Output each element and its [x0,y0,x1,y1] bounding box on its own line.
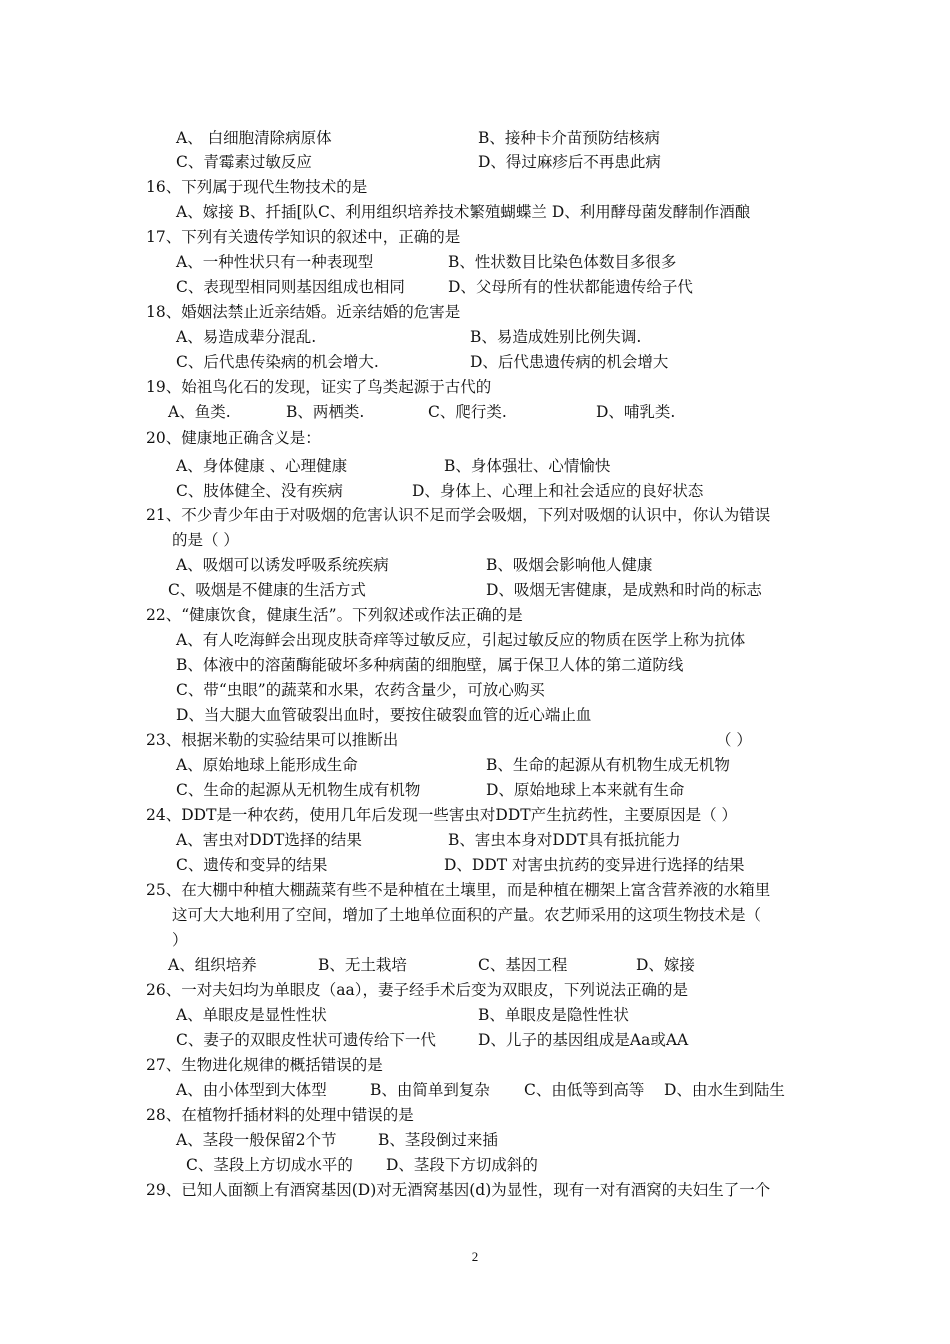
option-text: A、 白细胞清除病原体 [176,129,332,147]
option-text: B、身体强壮、心情愉快 [444,457,611,475]
option-text: B、生命的起源从有机物生成无机物 [486,756,730,774]
option-text: C、表现型相同则基因组成也相同 [176,278,405,296]
option-text: D、由水生到陆生 [664,1081,785,1099]
option-text: A、鱼类. [168,403,231,421]
option-text: D、儿子的基因组成是Aa或AA [478,1031,689,1049]
question-text: 26、一对夫妇均为单眼皮（aa），妻子经手术后变为双眼皮，下列说法正确的是 [146,981,688,999]
option-text: C、带“虫眼”的蔬菜和水果，农药含量少，可放心购买 [176,681,545,699]
option-text: A、组织培养 [168,956,257,974]
option-text: C、生命的起源从无机物生成有机物 [176,781,421,799]
page-number: 2 [471,1249,479,1264]
option-text: 这可大大地利用了空间，增加了土地单位面积的产量。农艺师采用的这项生物技术是（ [172,906,762,924]
option-text: D、身体上、心理上和社会适应的良好状态 [412,482,704,500]
question-text: 28、在植物扦插材料的处理中错误的是 [146,1106,414,1124]
option-text: A、嫁接 B、扦插[队C、利用组织培养技术繁殖蝴蝶兰 D、利用酵母菌发酵制作酒酿 [176,203,751,221]
option-text: B、茎段倒过来插 [378,1131,498,1149]
option-text: A、吸烟可以诱发呼吸系统疾病 [176,556,389,574]
question-text: 22、“健康饮食，健康生活”。下列叙述或作法正确的是 [146,606,523,624]
option-text: C、爬行类. [428,403,507,421]
option-text: A、茎段一般保留2个节 [176,1131,337,1149]
option-text: C、由低等到高等 [524,1081,645,1099]
option-text: D、原始地球上本来就有生命 [486,781,685,799]
option-text: C、妻子的双眼皮性状可遗传给下一代 [176,1031,436,1049]
option-text: B、由简单到复杂 [370,1081,490,1099]
question-text: 16、下列属于现代生物技术的是 [146,178,368,196]
question-text: 21、不少青少年由于对吸烟的危害认识不足而学会吸烟，下列对吸烟的认识中，你认为错误 [146,506,771,524]
question-text: 19、始祖鸟化石的发现，证实了鸟类起源于古代的 [146,378,492,396]
option-text: B、易造成姓别比例失调. [470,328,642,346]
question-text: 24、DDT是一种农药，使用几年后发现一些害虫对DDT产生抗药性，主要原因是（ ） [146,806,738,824]
option-text: C、肢体健全、没有疾病 [176,482,343,500]
option-text: A、由小体型到大体型 [176,1081,327,1099]
option-text: B、体液中的溶菌酶能破坏多种病菌的细胞壁，属于保卫人体的第二道防线 [176,656,684,674]
option-text: B、吸烟会影响他人健康 [486,556,653,574]
option-text: B、性状数目比染色体数目多很多 [448,253,677,271]
option-text: A、身体健康 、心理健康 [176,457,348,475]
option-text: A、害虫对DDT选择的结果 [176,831,362,849]
option-text: D、得过麻疹后不再患此病 [478,153,661,171]
question-text: 20、健康地正确含义是： [146,429,321,447]
option-text: B、接种卡介苗预防结核病 [478,129,660,147]
option-text: A、单眼皮是显性性状 [176,1006,327,1024]
option-text: D、当大腿大血管破裂出血时，要按住破裂血管的近心端止血 [176,706,592,724]
option-text: C、后代患传染病的机会增大. [176,353,379,371]
option-text: D、哺乳类. [596,403,676,421]
option-text: A、原始地球上能形成生命 [176,756,358,774]
option-text: D、茎段下方切成斜的 [386,1156,538,1174]
option-text: A、易造成辈分混乱. [176,328,317,346]
question-text: 18、婚姻法禁止近亲结婚。近亲结婚的危害是 [146,303,461,321]
option-text: D、父母所有的性状都能遗传给子代 [448,278,693,296]
question-text: 25、在大棚中种植大棚蔬菜有些不是种植在土壤里，而是种植在棚架上富含营养液的水箱里 [146,881,771,899]
option-text: A、有人吃海鲜会出现皮肤奇痒等过敏反应，引起过敏反应的物质在医学上称为抗体 [176,631,746,649]
option-text: B、无土栽培 [318,956,407,974]
option-text: B、两栖类. [286,403,365,421]
option-text: C、遗传和变异的结果 [176,856,328,874]
option-text: D、嫁接 [636,956,695,974]
option-text: C、青霉素过敏反应 [176,153,312,171]
option-text: C、吸烟是不健康的生活方式 [168,581,366,599]
option-text: A、一种性状只有一种表现型 [176,253,374,271]
option-text: C、茎段上方切成水平的 [186,1156,353,1174]
option-text: D、DDT 对害虫抗药的变异进行选择的结果 [444,856,745,874]
question-text: （ ） [716,731,752,749]
option-text: B、害虫本身对DDT具有抵抗能力 [448,831,681,849]
option-text: D、后代患遗传病的机会增大 [470,353,669,371]
question-text: 23、根据米勒的实验结果可以推断出 [146,731,399,749]
option-text: ） [172,931,188,949]
option-text: B、单眼皮是隐性性状 [478,1006,629,1024]
option-text: C、基因工程 [478,956,568,974]
question-text: 29、已知人面额上有酒窝基因(D)对无酒窝基因(d)为显性，现有一对有酒窝的夫妇生了一个 [146,1181,771,1199]
question-text: 27、生物进化规律的概括错误的是 [146,1056,383,1074]
option-text: 的是（ ） [172,531,239,549]
question-text: 17、下列有关遗传学知识的叙述中，正确的是 [146,228,461,246]
option-text: D、吸烟无害健康，是成熟和时尚的标志 [486,581,762,599]
